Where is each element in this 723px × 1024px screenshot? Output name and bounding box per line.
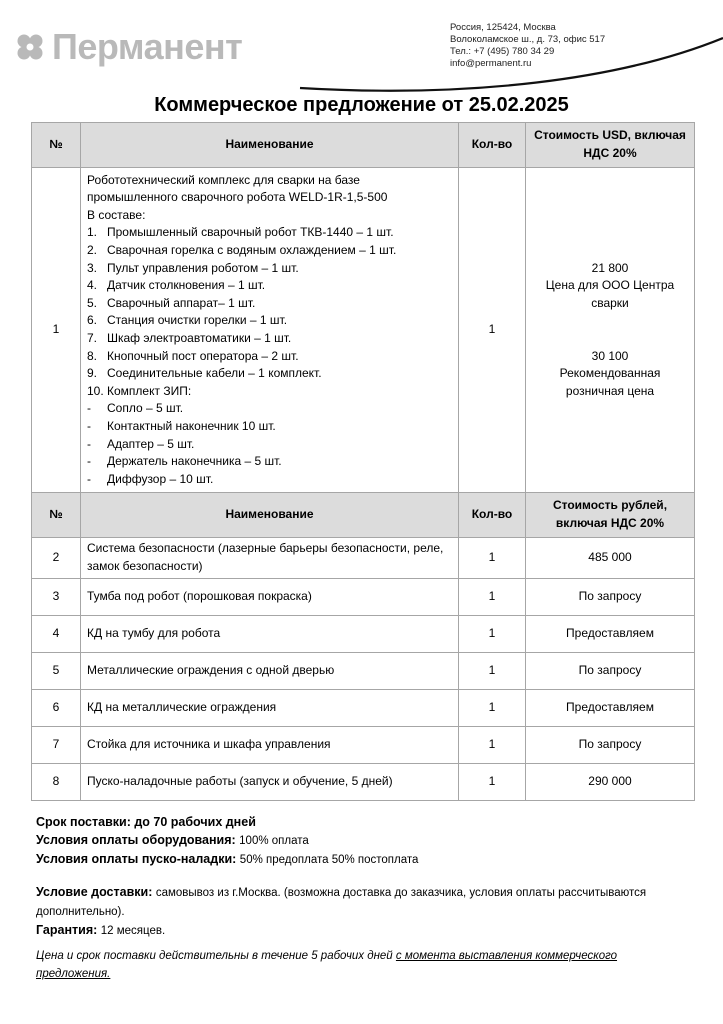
list-item: 2. Сварочная горелка с водяным охлаждением – 1 шт.	[87, 243, 397, 258]
company-logo	[14, 26, 242, 68]
page-title: Коммерческое предложение от 25.02.2025	[154, 94, 569, 116]
list-item: 5. Сварочный аппарат– 1 шт.	[87, 295, 256, 310]
offer-table	[31, 122, 695, 801]
table-row: 4 КД на тумбу для робота 1 Предоставляем	[32, 616, 695, 653]
table-row: 5 Металлические ограждения с одной дверью 1 По запросу	[32, 653, 695, 690]
price-usd-center: 21 800	[591, 260, 629, 275]
zip-list	[87, 400, 452, 488]
payment-equipment: Условия оплаты оборудования: 100% оплата	[36, 833, 309, 847]
address-line-2: Волоколамское ш., д. 73, офис 517	[450, 34, 606, 45]
validity-note-underlined: с момента выставления коммерческого предложения.	[36, 950, 618, 980]
list-item: 3. Пульт управления роботом – 1 шт.	[87, 260, 299, 275]
list-item: 1. Промышленный сварочный робот ТКВ-1440 – 1 шт.	[87, 225, 394, 240]
cell-num: 1	[32, 168, 81, 493]
address-line-1: Россия, 125424, Москва	[450, 22, 556, 33]
table-row: 2 Система безопасности (лазерные барьеры безопасности, реле, замок безопасности) 1 485 000	[32, 538, 695, 579]
cell-name	[81, 168, 459, 493]
header-qty: Кол-во	[459, 123, 526, 168]
phone: Тел.: +7 (495) 780 34 29	[450, 46, 555, 57]
validity-note	[36, 947, 676, 983]
list-item: - Адаптер – 5 шт.	[87, 436, 195, 451]
table-row: 7 Стойка для источника и шкафа управления 1 По запросу	[32, 727, 695, 764]
delivery-time: Срок поставки: до 70 рабочих дней	[36, 815, 256, 829]
list-item: - Контактный наконечник 10 шт.	[87, 418, 276, 433]
name-line: Робототехнический комплекс для сварки на базе	[87, 172, 360, 187]
header-price: Стоимость рублей, включая НДС 20%	[526, 493, 695, 538]
zip-title: 10. Комплект ЗИП:	[87, 383, 192, 398]
list-item: 8. Кнопочный пост оператора – 2 шт.	[87, 348, 299, 363]
name-line: промышленного сварочного робота WELD-1R-1,5-500	[87, 190, 388, 205]
list-item: 4. Датчик столкновения – 1 шт.	[87, 278, 266, 293]
warranty: Гарантия: 12 месяцев.	[36, 923, 166, 937]
logo-text: Перманент	[52, 26, 243, 67]
header-price: Стоимость USD, включая НДС 20%	[526, 123, 695, 168]
table-row-main-item	[32, 168, 695, 493]
name-line: В составе:	[87, 207, 146, 222]
price-usd-center-note: Цена для ООО Центра сварки	[545, 278, 675, 310]
table-row: 6 КД на металлические ограждения 1 Предоставляем	[32, 690, 695, 727]
email: info@permanent.ru	[450, 58, 532, 69]
header-num: №	[32, 493, 81, 538]
header-qty: Кол-во	[459, 493, 526, 538]
list-item: 6. Станция очистки горелки – 1 шт.	[87, 313, 288, 328]
delivery-conditions: Условие доставки: самовывоз из г.Москва. (возможна доставка до заказчика, условия оплаты рассчитываются дополнительно).	[36, 885, 647, 918]
cell-qty: 1	[459, 168, 526, 493]
price-usd-retail: 30 100	[591, 348, 629, 363]
cell-price	[526, 168, 695, 493]
company-contacts	[450, 22, 605, 70]
table2-header-row	[32, 493, 695, 538]
header-name: Наименование	[81, 493, 459, 538]
table-row: 3 Тумба под робот (порошковая покраска) 1 По запросу	[32, 579, 695, 616]
price-usd-retail-note: Рекомендованная розничная цена	[559, 366, 661, 398]
components-list	[87, 224, 452, 382]
list-item: 9. Соединительные кабели – 1 комплект.	[87, 366, 322, 381]
list-item: - Сопло – 5 шт.	[87, 401, 184, 416]
table-row: 8 Пуско-наладочные работы (запуск и обучение, 5 дней) 1 290 000	[32, 764, 695, 801]
table1-header-row	[32, 123, 695, 168]
validity-note-text: Цена и срок поставки действительны в течение 5 рабочих дней	[36, 950, 393, 962]
payment-setup: Условия оплаты пуско-наладки: 50% предоплата 50% постоплата	[36, 852, 419, 866]
terms-block	[36, 813, 696, 940]
header-num: №	[32, 123, 81, 168]
logo-mark-icon	[14, 31, 46, 63]
list-item: - Диффузор – 10 шт.	[87, 471, 214, 486]
header-name: Наименование	[81, 123, 459, 168]
list-item: 7. Шкаф электроавтоматики – 1 шт.	[87, 331, 292, 345]
list-item: - Держатель наконечника – 5 шт.	[87, 454, 282, 469]
